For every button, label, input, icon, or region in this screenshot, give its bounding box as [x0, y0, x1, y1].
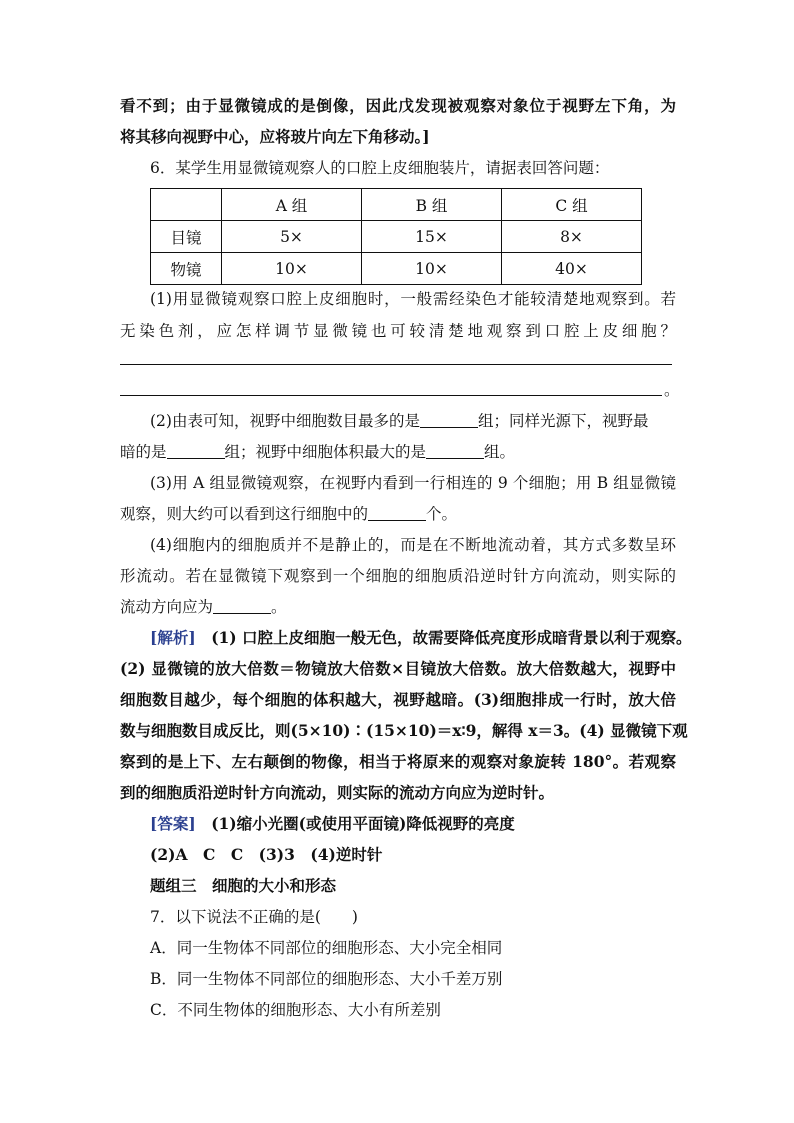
option-c[interactable]: C．不同生物体的细胞形态、大小有所差别: [150, 1001, 441, 1019]
table-row: [151, 221, 642, 253]
analysis-line-6: 到的细胞质沿逆时针方向流动，则实际的流动方向应为逆时针。: [120, 783, 555, 802]
question-6-2-line-1: [150, 410, 676, 432]
answer-blank[interactable]: [426, 442, 484, 459]
text-span: (1) 口腔上皮细胞一般无色，故需要降低亮度形成暗背景以利于观察。: [211, 628, 692, 647]
table-header-row: [151, 189, 642, 221]
answer-tag: [答案]: [150, 814, 196, 833]
answer-line-1: [150, 813, 676, 835]
text-span: 组；同样光源下，视野最: [477, 412, 649, 430]
answer-line-2: (2)A C C (3)3 (4)逆时针: [150, 845, 383, 864]
table-header-cell: [151, 189, 222, 221]
question-6-1-line-1: (1)用显微镜观察口腔上皮细胞时，一般需经染色才能较清楚地观察到。若: [150, 290, 676, 308]
analysis-line-2: (2) 显微镜的放大倍数＝物镜放大倍数×目镜放大倍数。放大倍数越大，视野中: [120, 659, 676, 678]
question-6: 6．某学生用显微镜观察人的口腔上皮细胞装片，请据表回答问题：: [150, 159, 610, 177]
section-heading-group-3: 题组三 细胞的大小和形态: [150, 876, 337, 895]
question-6-4-line-3: [120, 596, 676, 618]
text-line-1: 看不到；由于显微镜成的是倒像，因此戊发现被观察对象位于视野左下角，为: [120, 96, 676, 115]
text-span: 组。: [484, 443, 516, 461]
table-header-cell: A 组: [222, 189, 362, 221]
table-header-cell: B 组: [362, 189, 502, 221]
question-6-1-line-2: 无染色剂，应怎样调节显微镜也可较清楚地观察到口腔上皮细胞？: [120, 322, 676, 340]
text-span: (1)缩小光圈(或使用平面镜)降低视野的亮度: [211, 814, 515, 833]
answer-blank[interactable]: [213, 597, 271, 614]
end-mark: 。: [664, 381, 680, 399]
text-span: 流动方向应为: [120, 598, 214, 616]
question-6-3-line-1: (3)用 A 组显微镜观察，在视野内看到一行相连的 9 个细胞；用 B 组显微镜: [150, 474, 676, 492]
table-row: [151, 253, 642, 285]
analysis-tag: [解析]: [150, 628, 196, 647]
answer-blank[interactable]: [167, 442, 225, 459]
answer-line-1[interactable]: [120, 364, 672, 365]
text-span: (2)由表可知，视野中细胞数目最多的是: [150, 412, 420, 430]
table-row-label: 物镜: [151, 253, 222, 285]
question-6-4-line-2: 形流动。若在显微镜下观察到一个细胞的细胞质沿逆时针方向流动，则实际的: [120, 567, 676, 585]
question-6-3-line-2: [120, 503, 676, 525]
microscope-table: [150, 188, 642, 285]
analysis-line-3: 细胞数目越少，每个细胞的体积越大，视野越暗。(3)细胞排成一行时，放大倍: [120, 690, 676, 709]
analysis-line-5: 察到的是上下、左右颠倒的物像，相当于将原来的观察对象旋转 180°。若观察: [120, 752, 676, 771]
table-cell: 5×: [222, 221, 362, 253]
table-row-label: 目镜: [151, 221, 222, 253]
answer-line-2[interactable]: [120, 395, 662, 396]
analysis-line-4: 数与细胞数目成反比，则(5×10)∶(15×10)＝x∶9，解得 x＝3。(4) 显微镜下观: [120, 721, 688, 740]
text-span: 组；视野中细胞体积最大的是: [224, 443, 427, 461]
answer-blank[interactable]: [368, 504, 426, 521]
option-b[interactable]: B．同一生物体不同部位的细胞形态、大小千差万别: [150, 970, 503, 988]
table-header-cell: C 组: [502, 189, 642, 221]
table-cell: 8×: [502, 221, 642, 253]
table-cell: 10×: [222, 253, 362, 285]
table-cell: 10×: [362, 253, 502, 285]
table-cell: 40×: [502, 253, 642, 285]
text-span: 。: [271, 598, 287, 616]
text-line-2: 将其移向视野中心，应将玻片向左下角移动。]: [120, 127, 430, 146]
table-cell: 15×: [362, 221, 502, 253]
text-span: 暗的是: [120, 443, 167, 461]
option-a[interactable]: A．同一生物体不同部位的细胞形态、大小完全相同: [150, 939, 503, 957]
question-7: 7．以下说法不正确的是( ): [150, 908, 358, 926]
question-6-2-line-2: [120, 441, 676, 463]
question-6-4-line-1: (4)细胞内的细胞质并不是静止的，而是在不断地流动着，其方式多数呈环: [150, 536, 676, 554]
text-span: 观察，则大约可以看到这行细胞中的: [120, 505, 369, 523]
text-span: 个。: [426, 505, 458, 523]
analysis-line-1: [150, 627, 692, 649]
answer-blank[interactable]: [420, 411, 478, 428]
